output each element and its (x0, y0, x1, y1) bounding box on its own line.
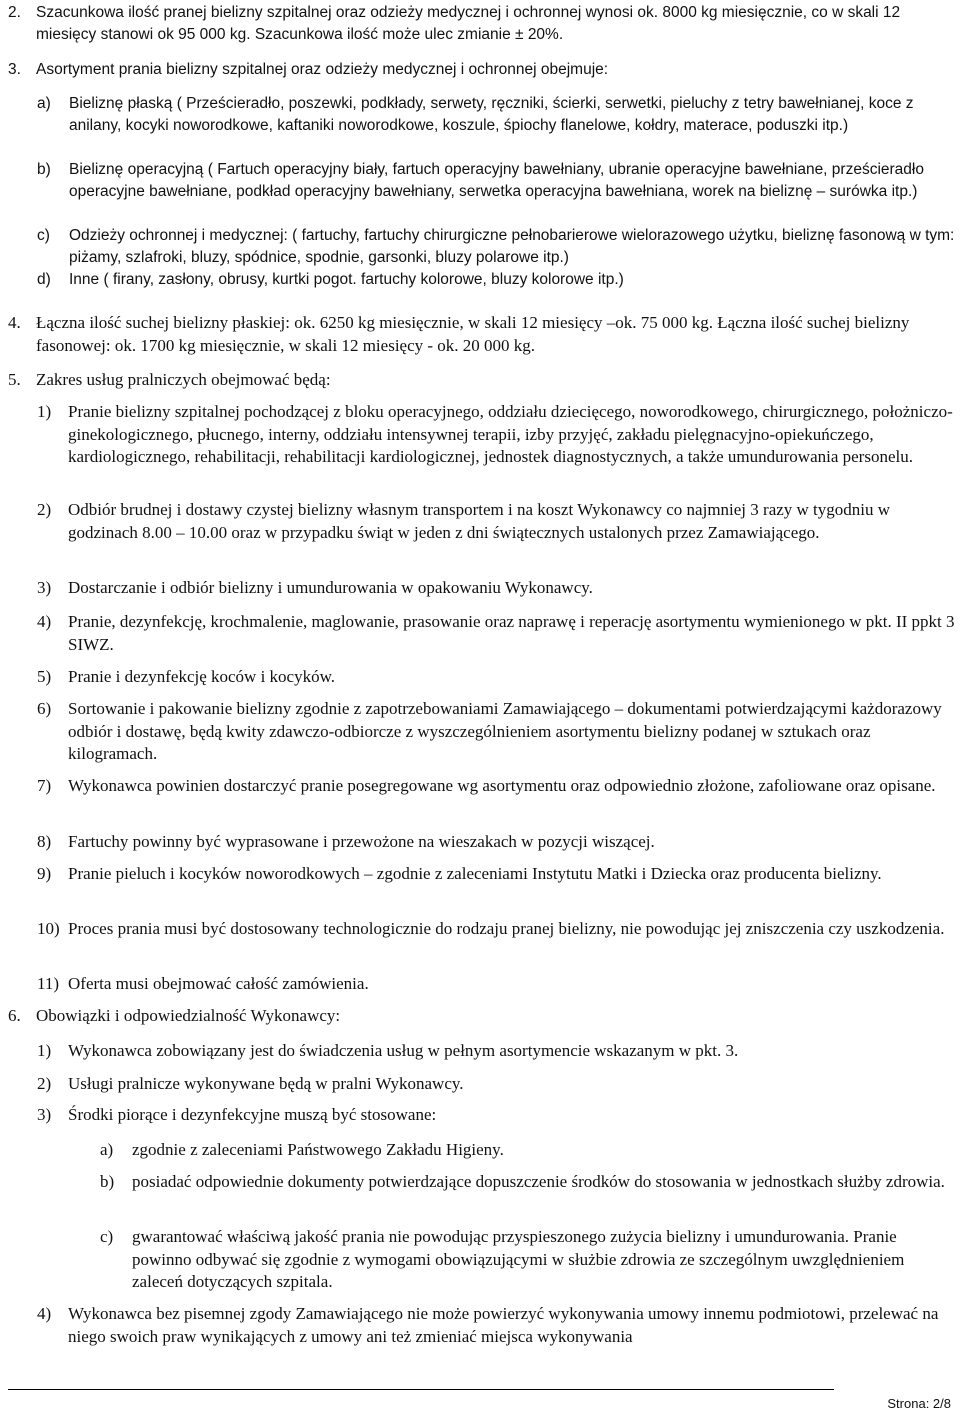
list-item (37, 401, 957, 469)
list-item-text: posiadać odpowiednie dokumenty potwierdzające dopuszczenie środków do stosowania w jednostkach służby zdrowia. (132, 1172, 945, 1191)
list-marker: d) (37, 271, 51, 288)
list-item-text: gwarantować właściwą jakość prania nie powodując przyspieszonego zużycia bielizny i umundurowania. Pranie powinno odbywać się zgodnie z wymogami obowiązującymi w służbie zdrowia ze szczególnym uwzględnieniem zaleceń dotyczących szpitala. (132, 1227, 905, 1291)
section-6 (8, 1005, 953, 1028)
list-item-text: Bieliznę operacyjną ( Fartuch operacyjny biały, fartuch operacyjny bawełniany, ubranie operacyjne bawełniane, prześcieradło operacyjne bawełniane, podkład operacyjny bawełniany, serwetka operacyjna bawełniana, worek na bieliznę – surówka itp.) (69, 161, 924, 200)
list-item-text: Pranie pieluch i kocyków noworodkowych – zgodnie z zaleceniami Instytutu Matki i Dziecka oraz producenta bielizny. (68, 864, 882, 883)
list-item-text: Oferta musi obejmować całość zamówienia. (68, 974, 369, 993)
sub-list-item (100, 1226, 956, 1294)
section-number: 6. (8, 1006, 21, 1025)
list-item (37, 269, 957, 291)
list-marker: 11) (37, 974, 60, 993)
list-item (37, 1104, 957, 1127)
list-item (37, 499, 957, 544)
section-2 (8, 2, 953, 46)
list-marker: 9) (37, 864, 52, 883)
list-item-text: Proces prania musi być dostosowany technologicznie do rodzaju pranej bielizny, nie powodując jej zniszczenia czy uszkodzenia. (68, 919, 945, 938)
section-heading: Asortyment prania bielizny szpitalnej oraz odzieży medycznej i ochronnej obejmuje: (36, 61, 609, 78)
section-text: Szacunkowa ilość pranej bielizny szpitalnej oraz odzieży medycznej i ochronnej wynosi ok. 8000 kg miesięcznie, co w skali 12 miesięcy stanowi ok 95 000 kg. Szacunkowa ilość może ulec zmianie ± 20%. (36, 4, 901, 43)
list-item-text: Inne ( firany, zasłony, obrusy, kurtki pogot. fartuchy kolorowe, bluzy kolorowe itp.) (69, 271, 624, 288)
list-item-text: Wykonawca zobowiązany jest do świadczenia usług w pełnym asortymencie wskazanym w pkt. 3. (68, 1041, 739, 1060)
list-item (37, 863, 957, 886)
list-item (37, 1040, 957, 1063)
list-marker: 6) (37, 699, 52, 718)
section-number: 4. (8, 313, 21, 332)
list-item (37, 1303, 957, 1348)
list-item (37, 973, 957, 996)
section-4 (8, 312, 953, 357)
list-item-text: Fartuchy powinny być wyprasowane i przewożone na wieszakach w pozycji wiszącej. (68, 832, 655, 851)
section-text: Łączna ilość suchej bielizny płaskiej: ok. 6250 kg miesięcznie, w skali 12 miesięcy –ok. 75 000 kg. Łączna ilość suchej bielizny fasonowej: ok. 1700 kg miesięcznie, w skali 12 miesięcy - ok. 20 000 kg. (36, 313, 910, 355)
list-marker: b) (37, 161, 51, 178)
list-marker: a) (100, 1140, 114, 1159)
list-marker: 2) (37, 500, 52, 519)
list-item (37, 918, 957, 941)
sub-list-item (100, 1139, 956, 1162)
list-marker: 10) (37, 919, 60, 938)
list-marker: a) (37, 95, 51, 112)
list-marker: 3) (37, 578, 52, 597)
list-marker: 1) (37, 402, 52, 421)
list-marker: c) (37, 227, 50, 244)
list-item-text: Dostarczanie i odbiór bielizny i umundurowania w opakowaniu Wykonawcy. (68, 578, 593, 597)
list-marker: 4) (37, 1304, 52, 1323)
section-heading: Obowiązki i odpowiedzialność Wykonawcy: (36, 1006, 341, 1025)
list-item-text: Wykonawca powinien dostarczyć pranie posegregowane wg asortymentu oraz odpowiednio złożone, zafoliowane oraz opisane. (68, 776, 936, 795)
section-5 (8, 369, 953, 392)
list-marker: 2) (37, 1074, 52, 1093)
list-item (37, 93, 957, 137)
list-item-text: Odzieży ochronnej i medycznej: ( fartuchy, fartuchy chirurgiczne pełnobarierowe wielorazowego użytku, bieliznę fasonową w tym: piżamy, szlafroki, bluzy, spódnice, spodnie, garsonki, bluzy polarowe itp.) (69, 227, 955, 266)
list-item-text: zgodnie z zaleceniami Państwowego Zakładu Higieny. (132, 1140, 504, 1159)
list-item-text: Pranie bielizny szpitalnej pochodzącej z bloku operacyjnego, oddziału dziecięcego, noworodkowego, chirurgicznego, położniczo-ginekologicznego, płucnego, interny, oddziału intensywnej terapii, izby przyjęć, zakładu pielęgnacyjno-opiekuńczego, kardiologicznego, rehabilitacji, rehabilitacji kardiologicznej, jednostek diagnostycznych, a także umundurowania personelu. (68, 402, 953, 466)
list-marker: 7) (37, 776, 52, 795)
list-item-text: Pranie, dezynfekcję, krochmalenie, maglowanie, prasowanie oraz naprawę i reperację asortymentu wymienionego w pkt. II ppkt 3 SIWZ. (68, 612, 955, 654)
list-item (37, 225, 957, 269)
list-item (37, 1073, 957, 1096)
list-item (37, 831, 957, 854)
list-item-text: Wykonawca bez pisemnej zgody Zamawiającego nie może powierzyć wykonywania umowy innemu podmiotowi, przelewać na niego swoich praw wynikających z umowy ani też zmieniać miejsca wykonywania (68, 1304, 939, 1346)
section-number: 5. (8, 370, 21, 389)
list-item (37, 577, 957, 600)
list-item-text: Odbiór brudnej i dostawy czystej bielizny własnym transportem i na koszt Wykonawcy co najmniej 3 razy w tygodniu w godzinach 8.00 – 10.00 oraz w przypadku świąt w jeden z dni świątecznych ustalonych przez Zamawiającego. (68, 500, 891, 542)
list-item-text: Bieliznę płaską ( Prześcieradło, poszewki, podkłady, serwety, ręczniki, ścierki, serwetki, pieluchy z tetry bawełnianej, koce z anilany, kocyki noworodkowe, kaftaniki noworodkowe, koszule, śpiochy flanelowe, kołdry, materace, poduszki itp.) (69, 95, 914, 134)
list-item (37, 159, 957, 203)
list-marker: 4) (37, 612, 52, 631)
list-item-text: Środki piorące i dezynfekcyjne muszą być stosowane: (68, 1105, 437, 1124)
list-item (37, 611, 957, 656)
list-item (37, 666, 957, 689)
list-marker: 1) (37, 1041, 52, 1060)
list-item-text: Usługi pralnicze wykonywane będą w pralni Wykonawcy. (68, 1074, 464, 1093)
footer-divider (8, 1389, 834, 1390)
sub-list-item (100, 1171, 956, 1194)
page-number: Strona: 2/8 (887, 1396, 951, 1411)
section-3 (8, 59, 953, 81)
list-item (37, 698, 957, 766)
list-marker: 3) (37, 1105, 52, 1124)
list-marker: c) (100, 1227, 114, 1246)
list-marker: 5) (37, 667, 52, 686)
list-marker: b) (100, 1172, 115, 1191)
section-number: 2. (8, 4, 21, 21)
section-heading: Zakres usług pralniczych obejmować będą: (36, 370, 331, 389)
list-marker: 8) (37, 832, 52, 851)
list-item-text: Sortowanie i pakowanie bielizny zgodnie z zapotrzebowaniami Zamawiającego – dokumentami potwierdzającymi każdorazowy odbiór i dostawę, będą kwity zdawczo-odbiorcze z wyszczególnieniem asortymentu bielizny podanej w sztukach oraz kilogramach. (68, 699, 942, 763)
section-number: 3. (8, 61, 21, 78)
list-item (37, 775, 957, 798)
list-item-text: Pranie i dezynfekcję koców i kocyków. (68, 667, 336, 686)
